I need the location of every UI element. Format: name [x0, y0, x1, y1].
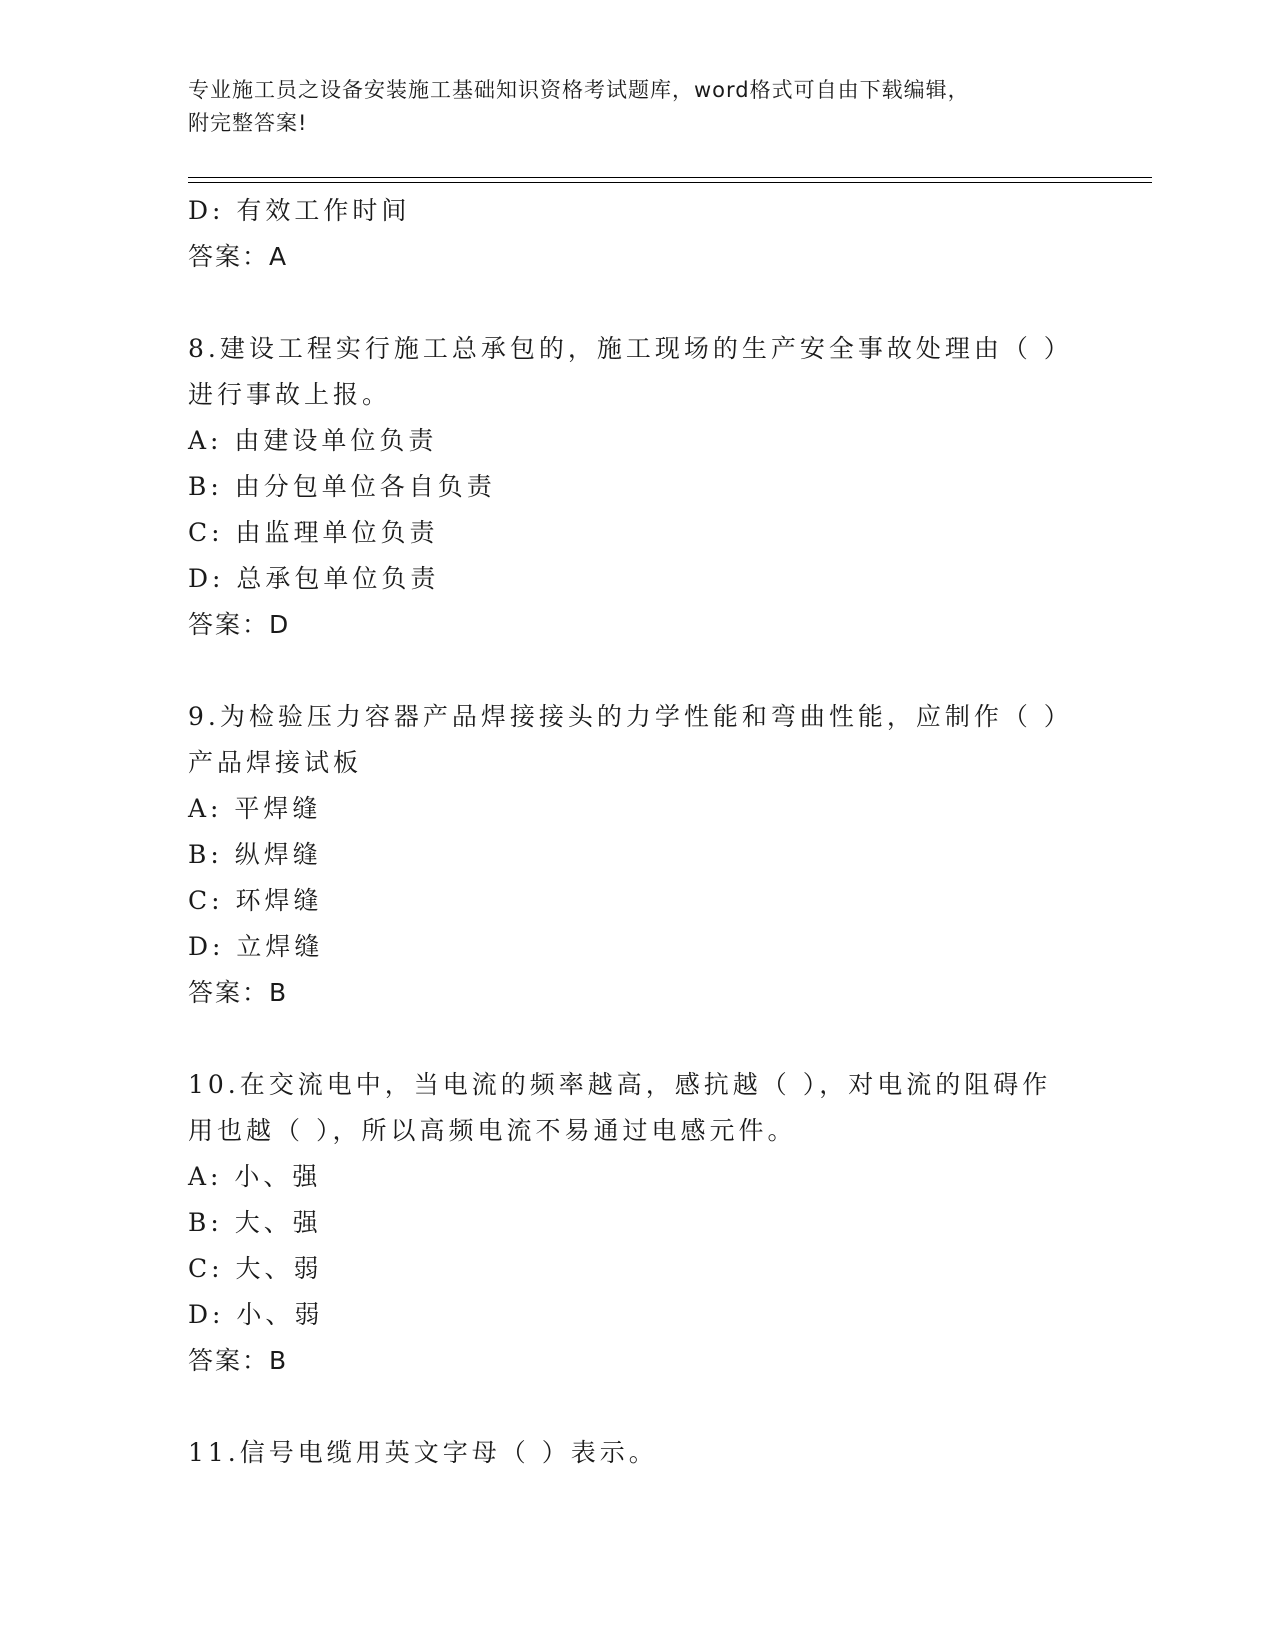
option-d: D: 总承包单位负责	[188, 564, 440, 593]
question-10	[188, 1062, 1068, 1384]
option-c: C: 由监理单位负责	[188, 518, 439, 547]
option-b: B: 纵焊缝	[188, 840, 322, 869]
option-a: A: 平焊缝	[188, 794, 322, 823]
answer-line: 答案：A	[188, 242, 289, 271]
question-text-line-1: 8.建设工程实行施工总承包的，施工现场的生产安全事故处理由（ ）	[188, 334, 1073, 363]
header-line-2: 附完整答案!	[188, 111, 308, 135]
question-8	[188, 326, 1073, 648]
header-line-1: 专业施工员之设备安装施工基础知识资格考试题库，word格式可自由下载编辑，	[188, 78, 970, 102]
document-header	[188, 74, 1068, 140]
question-text-line-2: 产品焊接试板	[188, 748, 363, 777]
question-text-line-2: 用也越（ ），所以高频电流不易通过电感元件。	[188, 1116, 797, 1145]
answer-line: 答案：B	[188, 1346, 289, 1375]
option-b: B: 由分包单位各自负责	[188, 472, 496, 501]
option-a: A: 小、强	[188, 1162, 322, 1191]
option-a: A: 由建设单位负责	[188, 426, 438, 455]
question-9	[188, 694, 1073, 1016]
answer-line: 答案：B	[188, 978, 289, 1007]
answer-line: 答案：D	[188, 610, 291, 639]
option-c: C: 环焊缝	[188, 886, 323, 915]
question-text-line-2: 进行事故上报。	[188, 380, 392, 409]
question-list	[188, 188, 1073, 1476]
option-d: D: 小、弱	[188, 1300, 324, 1329]
option-d: D: 立焊缝	[188, 932, 324, 961]
question-text-line-1: 11.信号电缆用英文字母（ ）表示。	[188, 1438, 658, 1467]
option-b: B: 大、强	[188, 1208, 322, 1237]
previous-question-tail	[188, 188, 1068, 280]
header-divider-bottom	[188, 182, 1152, 183]
question-text-line-1: 10.在交流电中，当电流的频率越高，感抗越（ ），对电流的阻碍作	[188, 1070, 1052, 1099]
option-d: D: 有效工作时间	[188, 196, 411, 225]
header-divider-top	[188, 177, 1152, 178]
question-11	[188, 1430, 1068, 1476]
question-text-line-1: 9.为检验压力容器产品焊接接头的力学性能和弯曲性能，应制作（ ）	[188, 702, 1073, 731]
option-c: C: 大、弱	[188, 1254, 323, 1283]
